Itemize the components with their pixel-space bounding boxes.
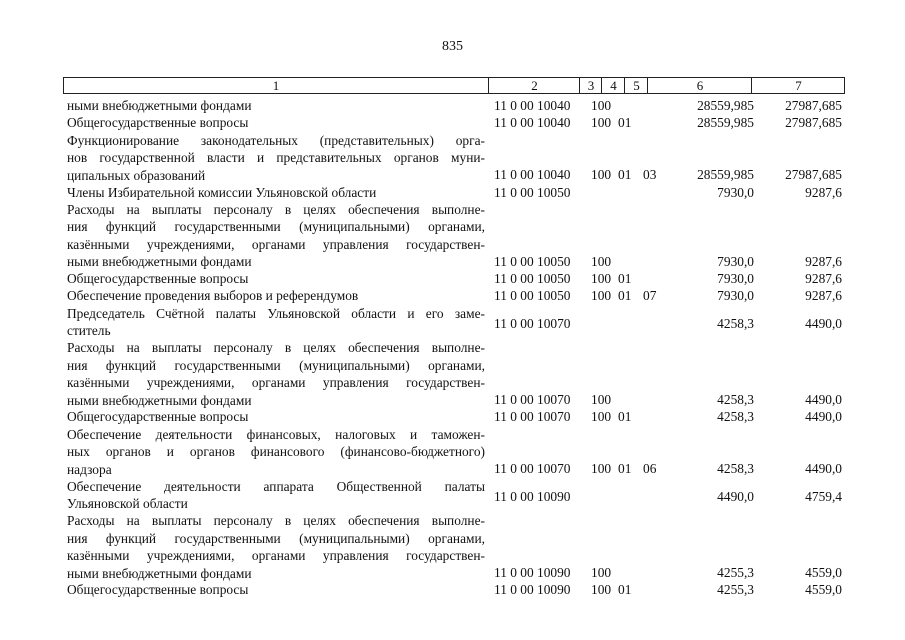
description-line: Обеспечение проведения выборов и референдумов bbox=[67, 288, 359, 304]
description-line: ными внебюджетными фондами bbox=[67, 254, 252, 270]
row-section: 100 bbox=[591, 565, 612, 581]
header-col-4: 4 bbox=[601, 78, 625, 93]
row-subsection: 01 bbox=[618, 271, 632, 286]
row-section: 100 bbox=[591, 253, 612, 269]
table-row bbox=[0, 184, 905, 201]
row-description bbox=[67, 305, 485, 340]
description-line: ципальных образований bbox=[67, 167, 206, 183]
row-code: 11 0 00 10070 bbox=[494, 315, 571, 331]
row-code: 11 0 00 10070 bbox=[494, 409, 571, 425]
table-row bbox=[0, 426, 905, 478]
row-value-7: 4490,0 bbox=[805, 461, 842, 477]
row-value-6: 28559,985 bbox=[697, 115, 754, 131]
row-code: 11 0 00 10050 bbox=[494, 288, 571, 304]
table-header bbox=[63, 77, 845, 94]
row-subsection: 01 bbox=[618, 409, 632, 425]
row-code: 11 0 00 10090 bbox=[494, 565, 571, 581]
table-row bbox=[0, 339, 905, 408]
row-code: 11 0 00 10050 bbox=[494, 253, 571, 269]
row-description bbox=[67, 201, 485, 271]
row-value-6: 4255,3 bbox=[717, 582, 754, 598]
row-section: 100 bbox=[591, 98, 612, 113]
row-description bbox=[67, 270, 485, 288]
row-description bbox=[67, 287, 485, 305]
description-line: Расходы на выплаты персоналу в целях обеспечения выполне- bbox=[67, 201, 485, 217]
description-line: ными внебюджетными фондами bbox=[67, 98, 252, 113]
row-description bbox=[67, 478, 485, 513]
table-row bbox=[0, 581, 905, 598]
row-section: 100 bbox=[591, 115, 612, 131]
row-value-6: 4490,0 bbox=[717, 488, 754, 504]
table-row bbox=[0, 287, 905, 304]
row-subsection: 01 bbox=[618, 582, 632, 598]
description-line: казёнными учреждениями, органами управления государствен- bbox=[67, 548, 485, 564]
row-section: 100 bbox=[591, 271, 612, 286]
table-row bbox=[0, 305, 905, 340]
row-subsection: 01 bbox=[618, 288, 632, 304]
row-description bbox=[67, 132, 485, 185]
row-section: 100 bbox=[591, 288, 612, 304]
row-value-6: 7930,0 bbox=[717, 184, 754, 200]
row-description bbox=[67, 408, 485, 426]
row-description bbox=[67, 339, 485, 409]
row-code: 11 0 00 10070 bbox=[494, 392, 571, 408]
row-value-6: 4258,3 bbox=[717, 461, 754, 477]
description-line: Функционирование законодательных (представительных) орга- bbox=[67, 132, 485, 148]
description-line: Ульяновской области bbox=[67, 496, 188, 512]
row-value-6: 4258,3 bbox=[717, 409, 754, 425]
row-value-6: 28559,985 bbox=[697, 98, 754, 113]
header-col-3: 3 bbox=[579, 78, 602, 93]
description-line: казёнными учреждениями, органами управления государствен- bbox=[67, 236, 485, 252]
description-line: Обеспечение деятельности финансовых, налоговых и таможен- bbox=[67, 426, 485, 442]
table-row bbox=[0, 478, 905, 513]
row-description bbox=[67, 581, 485, 599]
row-value-7: 9287,6 bbox=[805, 288, 842, 304]
row-value-7: 9287,6 bbox=[805, 184, 842, 200]
row-value-7: 4490,0 bbox=[805, 315, 842, 331]
description-line: Расходы на выплаты персоналу в целях обеспечения выполне- bbox=[67, 513, 485, 529]
table-row bbox=[0, 97, 905, 114]
row-value-7: 27987,685 bbox=[785, 115, 842, 131]
description-line: ния функций государственными (муниципальными) органами, bbox=[67, 219, 485, 235]
row-value-7: 4559,0 bbox=[805, 582, 842, 598]
description-line: ститель bbox=[67, 323, 111, 339]
row-item: 06 bbox=[643, 461, 657, 477]
row-description bbox=[67, 426, 485, 479]
description-line: казёнными учреждениями, органами управления государствен- bbox=[67, 375, 485, 391]
row-subsection: 01 bbox=[618, 167, 632, 183]
row-description bbox=[67, 184, 485, 202]
row-section: 100 bbox=[591, 392, 612, 408]
row-code: 11 0 00 10040 bbox=[494, 98, 571, 113]
table-row bbox=[0, 512, 905, 581]
row-value-6: 4258,3 bbox=[717, 315, 754, 331]
table-row bbox=[0, 201, 905, 270]
row-value-6: 4258,3 bbox=[717, 392, 754, 408]
row-value-7: 4490,0 bbox=[805, 392, 842, 408]
header-col-2: 2 bbox=[488, 78, 580, 93]
row-section: 100 bbox=[591, 582, 612, 598]
row-code: 11 0 00 10090 bbox=[494, 582, 571, 598]
row-code: 11 0 00 10050 bbox=[494, 271, 571, 286]
row-section: 100 bbox=[591, 409, 612, 425]
description-line: Общегосударственные вопросы bbox=[67, 271, 249, 286]
header-col-7: 7 bbox=[751, 78, 845, 93]
description-line: ния функций государственными (муниципальными) органами, bbox=[67, 357, 485, 373]
row-code: 11 0 00 10090 bbox=[494, 488, 571, 504]
description-line: Председатель Счётной палаты Ульяновской области и его заме- bbox=[67, 305, 485, 321]
row-description bbox=[67, 114, 485, 132]
description-line: Общегосударственные вопросы bbox=[67, 582, 249, 598]
description-line: Обеспечение деятельности аппарата Общественной палаты bbox=[67, 478, 485, 494]
table-row bbox=[0, 408, 905, 425]
row-description bbox=[67, 512, 485, 582]
table-row bbox=[0, 270, 905, 287]
description-line: ными внебюджетными фондами bbox=[67, 565, 252, 581]
row-value-7: 4759,4 bbox=[805, 488, 842, 504]
description-line: нов государственной власти и представительных органов муни- bbox=[67, 150, 485, 166]
description-line: ными внебюджетными фондами bbox=[67, 392, 252, 408]
header-col-5: 5 bbox=[624, 78, 648, 93]
row-subsection: 01 bbox=[618, 115, 632, 131]
row-value-6: 4255,3 bbox=[717, 565, 754, 581]
row-value-6: 7930,0 bbox=[717, 288, 754, 304]
row-value-7: 4559,0 bbox=[805, 565, 842, 581]
description-line: ния функций государственными (муниципальными) органами, bbox=[67, 530, 485, 546]
header-col-6: 6 bbox=[647, 78, 752, 93]
description-line: Общегосударственные вопросы bbox=[67, 115, 249, 131]
row-section: 100 bbox=[591, 461, 612, 477]
row-subsection: 01 bbox=[618, 461, 632, 477]
row-value-6: 7930,0 bbox=[717, 271, 754, 286]
row-description bbox=[67, 97, 485, 115]
row-value-7: 27987,685 bbox=[785, 167, 842, 183]
row-code: 11 0 00 10050 bbox=[494, 184, 571, 200]
table-row bbox=[0, 114, 905, 131]
description-line: надзора bbox=[67, 461, 112, 477]
row-value-7: 27987,685 bbox=[785, 98, 842, 113]
row-value-7: 9287,6 bbox=[805, 271, 842, 286]
row-value-7: 9287,6 bbox=[805, 253, 842, 269]
row-item: 07 bbox=[643, 288, 657, 304]
header-col-1: 1 bbox=[272, 78, 280, 93]
description-line: Общегосударственные вопросы bbox=[67, 409, 249, 425]
row-item: 03 bbox=[643, 167, 657, 183]
row-code: 11 0 00 10040 bbox=[494, 115, 571, 131]
row-code: 11 0 00 10040 bbox=[494, 167, 571, 183]
row-value-7: 4490,0 bbox=[805, 409, 842, 425]
description-line: ных органов и органов финансового (финансово-бюджетного) bbox=[67, 444, 485, 460]
row-code: 11 0 00 10070 bbox=[494, 461, 571, 477]
description-line: Члены Избирательной комиссии Ульяновской области bbox=[67, 184, 377, 200]
row-value-6: 28559,985 bbox=[697, 167, 754, 183]
row-section: 100 bbox=[591, 167, 612, 183]
table-row bbox=[0, 132, 905, 184]
page-number: 835 bbox=[442, 39, 463, 54]
row-value-6: 7930,0 bbox=[717, 253, 754, 269]
description-line: Расходы на выплаты персоналу в целях обеспечения выполне- bbox=[67, 340, 485, 356]
